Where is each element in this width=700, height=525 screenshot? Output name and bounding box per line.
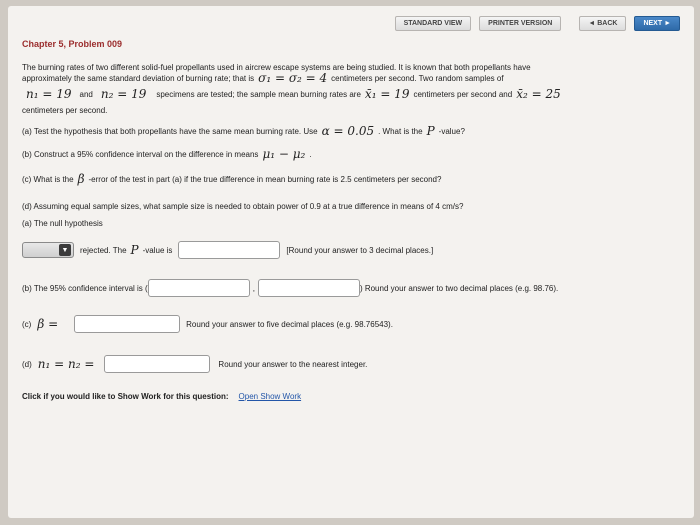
rejected-text: rejected. The [80, 245, 127, 255]
page-title: Chapter 5, Problem 009 [22, 39, 123, 49]
open-show-work-link[interactable]: Open Show Work [238, 392, 302, 401]
ci-lower-input[interactable] [148, 279, 250, 297]
sigma-equation: σ₁ = σ₂ = 4 [258, 71, 328, 85]
question-d: (d) Assuming equal sample sizes, what sample size is needed to obtain power of 0.9 at a true difference in means of 4 cm/s? [22, 202, 464, 211]
question-text: (c) What is the [22, 175, 74, 184]
n1-value: n₁ = 19 [26, 87, 72, 101]
answer-b-row [22, 279, 684, 297]
intro-line1: The burning rates of two different solid-fuel propellants used in aircrew escape systems are being studied. It is known that both propellants have [22, 63, 531, 72]
printer-version-button[interactable]: PRINTER VERSION [479, 16, 561, 31]
beta-equals: β = [37, 316, 59, 331]
null-hypothesis-select[interactable] [22, 242, 74, 258]
ci-upper-input[interactable] [258, 279, 360, 297]
c-label: (c) [22, 319, 32, 329]
pvalue-input[interactable] [178, 241, 280, 259]
question-a [22, 126, 684, 137]
beta-input[interactable] [74, 315, 180, 333]
question-text: -value? [438, 127, 465, 136]
n-equals: n₁ = n₂ = [37, 356, 95, 371]
hint-text: Round your answer to five decimal places (e.g. 98.76543). [186, 319, 393, 329]
answer-a-heading: (a) The null hypothesis [22, 219, 103, 228]
intro-line2 [22, 73, 684, 84]
mu-difference: μ₁ − μ₂ [262, 147, 306, 161]
answer-c-row [22, 315, 684, 333]
beta-symbol: β [77, 172, 85, 186]
and-text: and [79, 90, 93, 99]
question-b [22, 149, 684, 160]
pvalue-text: -value is [142, 245, 173, 255]
chevron-down-icon: ▼ [59, 244, 71, 256]
x2-value: x̄₂ = 25 [516, 87, 561, 101]
hint-text: [Round your answer to 3 decimal places.] [286, 245, 434, 255]
x1-value: x̄₁ = 19 [364, 87, 410, 101]
intro-text: centimeters per second. Two random samples of [331, 74, 504, 83]
show-work-text: Click if you would like to Show Work for this question: [22, 392, 229, 401]
next-button[interactable]: NEXT ► [634, 16, 680, 31]
answer-d-row [22, 355, 684, 373]
d-label: (d) [22, 359, 32, 369]
question-text: . What is the [378, 127, 423, 136]
intro-text: centimeters per second and [413, 90, 513, 99]
comma: , [252, 283, 255, 293]
hint-text: Round your answer to the nearest integer. [218, 359, 368, 369]
n2-value: n₂ = 19 [100, 87, 147, 101]
page [8, 6, 694, 518]
question-text: (b) Construct a 95% confidence interval on the difference in means [22, 150, 259, 159]
p-symbol: P [426, 124, 435, 138]
question-text: . [309, 150, 312, 159]
hint-text: ) Round your answer to two decimal places (e.g. 98.76). [359, 283, 559, 293]
ci-label: (b) The 95% confidence interval is ( [22, 283, 148, 293]
top-nav [395, 16, 680, 31]
question-text: (a) Test the hypothesis that both propellants have the same mean burning rate. Use [22, 127, 318, 136]
sample-size-input[interactable] [104, 355, 210, 373]
question-c [22, 174, 684, 185]
problem-content [22, 32, 684, 402]
intro-text: approximately the same standard deviation of burning rate; that is [22, 74, 255, 83]
standard-view-button[interactable]: STANDARD VIEW [395, 16, 472, 31]
show-work-row [22, 391, 684, 402]
alpha-value: α = 0.05 [321, 124, 375, 138]
intro-line3 [22, 89, 684, 100]
back-button[interactable]: ◄ BACK [579, 16, 626, 31]
intro-line4: centimeters per second. [22, 106, 108, 115]
question-text: -error of the test in part (a) if the true difference in mean burning rate is 2.5 centimeters per second? [88, 175, 442, 184]
answer-a-row [22, 241, 684, 259]
p-symbol: P [130, 242, 139, 257]
intro-text: specimens are tested; the sample mean burning rates are [156, 90, 361, 99]
